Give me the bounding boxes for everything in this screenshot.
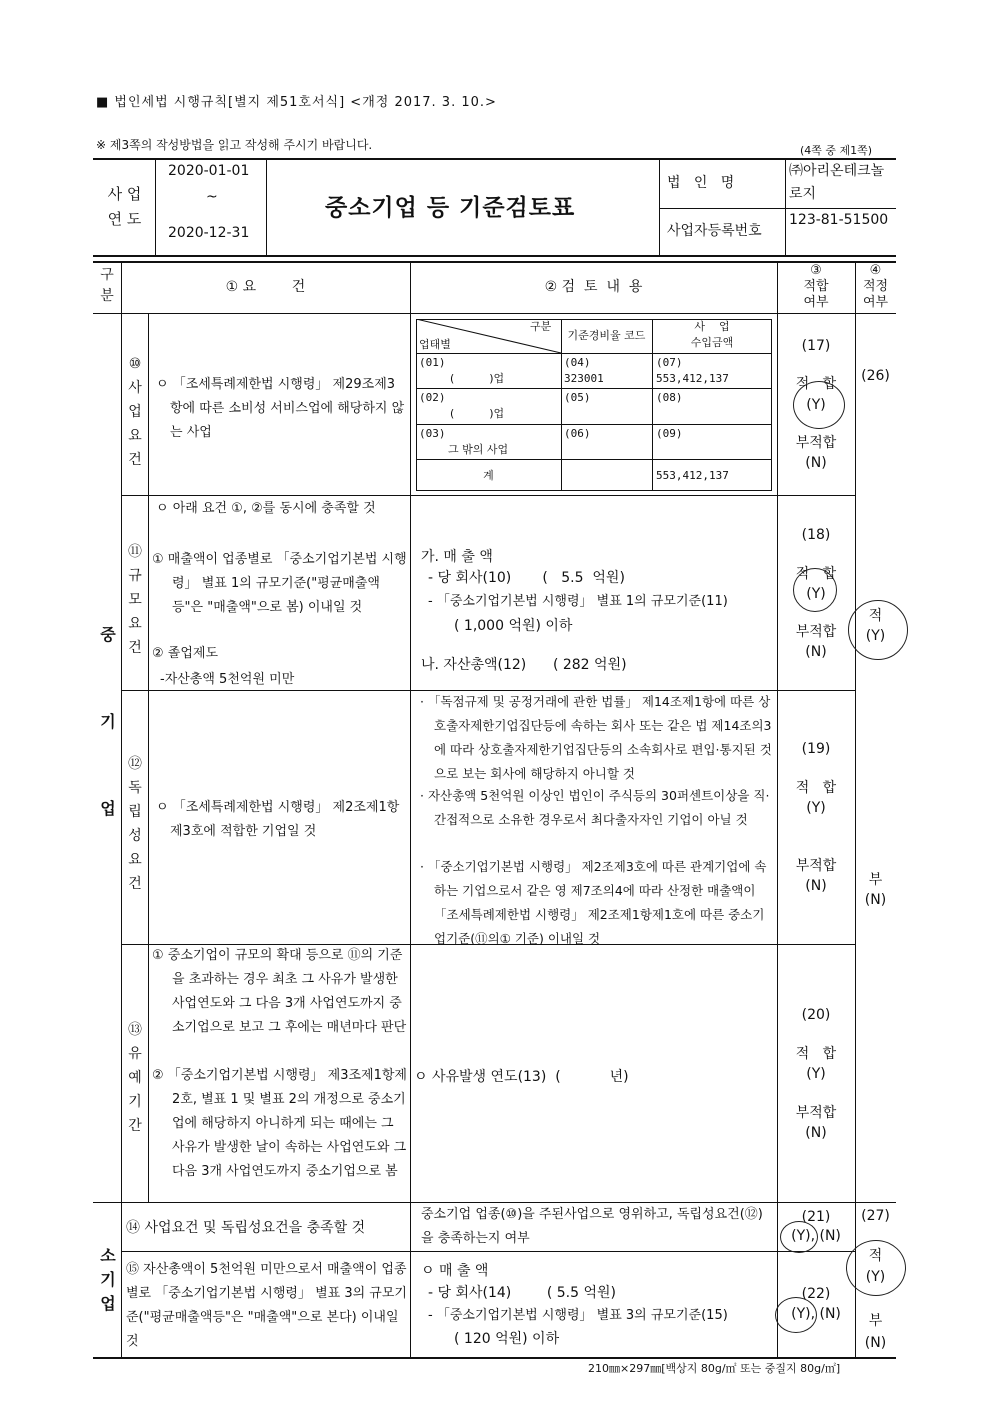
row-scale-proper-yes: 적 (868, 608, 883, 624)
row-small2-rev1: ㅇ 매 출 액 (421, 1263, 489, 1279)
row-biz-fit-no: (17) (801, 338, 831, 354)
row-biz-fit-circle (793, 381, 845, 429)
row-biz-fit-n: (N) (805, 455, 827, 471)
inner-r1-left-no: (01) (419, 356, 446, 369)
col-requirement-header: ① 요 건 (225, 279, 306, 295)
row-biz-fit-yes: 적 합 (795, 376, 837, 392)
inner-r3-left-no: (03) (419, 427, 446, 440)
row-small2-rev3: - 「중소기업기본법 시행령」 별표 3의 규모기준(15) (428, 1308, 728, 1323)
inner-corner-top: 구분 (530, 320, 552, 333)
row-small1-fit-circle (780, 1221, 818, 1253)
row-indep-proper-n: (N) (864, 892, 887, 908)
row-indep-label: ⑫ 독립성요건 (128, 756, 142, 892)
row-scale-fit-yes: 적 합 (795, 566, 837, 582)
row-scale-req2: ① 매출액이 업종별로 「중소기업기본법 시행령」 별표 1의 규모기준("평균매출액등"은 "매출액"으로 봄) 이내일 것 (152, 552, 407, 615)
row-grace-fit-n: (N) (805, 1125, 827, 1141)
row-grace-fit-y: (Y) (806, 1066, 826, 1082)
row-grace-label: ⑬ 유예기간 (128, 1022, 142, 1134)
row-grace-fit-no: (20) (801, 1007, 831, 1023)
inner-total-income: 553,412,137 (656, 469, 729, 482)
row-indep-rev3: · 「중소기업기본법 시행령」 제2조제3호에 따른 관계기업에 속하는 기업으로서 같은 영 제7조의4에 따라 산정한 매출액이 「조세특례제한법 시행령」 제2조제1항제1호에 따른 중소기업기준(⑪의① 기준) 이내일 것 (420, 859, 767, 946)
corp-name: ㈜아리온테크놀로지 (789, 163, 885, 202)
period-end: 2020-12-31 (168, 225, 250, 241)
inner-r2-code-no: (05) (564, 391, 591, 404)
row-small2-rev2: - 당 회사(14) ( 5.5 억원) (428, 1285, 617, 1301)
group-small-label: 소 기 업 (100, 1246, 116, 1313)
period-start: 2020-01-01 (168, 163, 250, 179)
row-scale-fit-no: (18) (801, 527, 831, 543)
inner-r1-income: 553,412,137 (656, 372, 729, 385)
inner-r2-left-no: (02) (419, 391, 446, 404)
inner-r1-code-no: (04) (564, 356, 591, 369)
row-biz-fit-no-label: 부적합 (795, 435, 837, 451)
instruction-note: ※ 제3쪽의 작성방법을 읽고 작성해 주시기 바랍니다. (96, 138, 373, 152)
row-scale-proper-circle (848, 600, 908, 660)
row-scale-req3: ② 졸업제도 (152, 646, 219, 661)
row-scale-fit-n: (N) (805, 644, 827, 660)
row-scale-rev3: - 「중소기업기본법 시행령」 별표 1의 규모기준(11) (428, 594, 728, 609)
group-sme-label: 중 기 업 (100, 625, 116, 818)
paper-spec-footer: 210㎜×297㎜[백상지 80g/㎡ 또는 중질지 80g/㎡] (588, 1362, 841, 1375)
row-biz-requirement: ㅇ 「조세특례제한법 시행령」 제29조제3항에 따른 소비성 서비스업에 해당하지 않는 사업 (156, 377, 405, 440)
row-small1-fit-yn: (Y), (N) (791, 1228, 841, 1244)
row-biz-proper-no: (26) (861, 368, 890, 384)
row-grace-req1: ① 중소기업이 규모의 확대 등으로 ⑪의 기준을 초과하는 경우 최초 그 사유가 발생한 사업연도와 그 다음 3개 사업연도까지 중소기업으로 보고 그 후에는 매년마다 판단 (152, 948, 407, 1035)
row-scale-rev2: - 당 회사(10) ( 5.5 억원) (428, 570, 625, 586)
inner-r3-left-text: 그 밖의 사업 (448, 443, 509, 456)
col-division-header: 구분 (100, 267, 114, 304)
inner-corner-bottom: 업태별 (419, 338, 451, 351)
row-scale-req4: -자산총액 5천억원 미만 (160, 672, 295, 687)
row-indep-fit-n: (N) (805, 878, 827, 894)
inner-col-code: 기준경비율 코드 (567, 329, 646, 342)
row-small1-proper-no: (27) (861, 1208, 890, 1224)
row-small2-proper-circle (846, 1240, 906, 1296)
row-small2-proper-no-label: 부 (868, 1313, 883, 1329)
row-small2-fit-no: (22) (801, 1286, 831, 1302)
row-indep-rev1: · 「독점규제 및 공정거래에 관한 법률」 제14조제1항에 따른 상호출자제한기업집단등에 속하는 회사 또는 같은 법 제14조의3에 따라 상호출자제한기업집단등의 소속회사로 편입·통지된 것으로 보는 회사에 해당하지 아니할 것 (420, 694, 772, 781)
row-small1-requirement: ⑭ 사업요건 및 독립성요건을 충족할 것 (126, 1220, 366, 1236)
row-indep-fit-yes: 적 합 (795, 780, 837, 796)
row-indep-fit-no-label: 부적합 (795, 858, 837, 874)
period-label: 사 업 연 도 (107, 185, 142, 228)
row-scale-rev4: ( 1,000 억원) 이하 (454, 618, 573, 634)
row-grace-fit-no-label: 부적합 (795, 1105, 837, 1121)
row-small2-rev4: ( 120 억원) 이하 (454, 1331, 560, 1347)
inner-total-label: 계 (483, 469, 494, 482)
inner-r2-income-no: (08) (656, 391, 683, 404)
row-small2-proper-yes: 적 (868, 1248, 883, 1264)
row-indep-requirement: ㅇ 「조세특례제한법 시행령」 제2조제1항제3호에 적합한 기업일 것 (156, 800, 400, 839)
form-reference: ■ 법인세법 시행규칙[별지 제51호서식] <개정 2017. 3. 10.> (96, 95, 497, 110)
inner-r3-income-no: (09) (656, 427, 683, 440)
row-scale-req1: ㅇ 아래 요건 ①, ②를 동시에 충족할 것 (156, 501, 376, 516)
biz-no: 123-81-51500 (789, 212, 889, 228)
row-scale-fit-no-label: 부적합 (795, 624, 837, 640)
inner-r1-left-text: ( )업 (450, 372, 505, 385)
col-proper-header: ④ 적정 여부 (862, 263, 889, 310)
page-indicator: (4쪽 중 제1쪽) (800, 144, 873, 157)
row-grace-fit-yes: 적 합 (795, 1046, 837, 1062)
inner-r3-code-no: (06) (564, 427, 591, 440)
row-indep-fit-no: (19) (801, 741, 831, 757)
row-small2-fit-yn: (Y), (N) (791, 1306, 841, 1322)
row-scale-proper-y: (Y) (865, 628, 886, 644)
row-small2-proper-y: (Y) (865, 1269, 886, 1285)
row-grace-req2: ② 「중소기업기본법 시행령」 제3조제1항제2호, 별표 1 및 별표 2의 개정으로 중소기업에 해당하지 아니하게 되는 때에는 그 사유가 발생한 날이 속하는 사업연도와 그 다음 3개 사업연도까지 중소기업으로 봄 (152, 1068, 407, 1179)
row-small1-review: 중소기업 업종(⑩)을 주된사업으로 영위하고, 독립성요건(⑫)을 충족하는지 여부 (421, 1207, 763, 1246)
row-small2-requirement: ⑮ 자산총액이 5천억원 미만으로서 매출액이 업종별로 「중소기업기본법 시행령」 별표 3의 규모기준("평균매출액등"은 "매출액"으로 본다) 이내일 것 (126, 1262, 407, 1349)
row-indep-proper-no-label: 부 (868, 872, 883, 888)
inner-col-income: 사 업 수입금액 (690, 320, 734, 349)
row-scale-fit-y: (Y) (806, 586, 826, 602)
col-review-header: ② 검 토 내 용 (544, 279, 643, 295)
row-biz-label: ⑩ 사업요건 (128, 356, 142, 468)
corp-name-label: 법 인 명 (667, 175, 735, 191)
row-scale-rev1: 가. 매 출 액 (421, 549, 493, 565)
col-fit-header: ③ 적합 여부 (803, 263, 829, 310)
page-title: 중소기업 등 기준검토표 (325, 195, 576, 221)
row-small2-fit-circle (775, 1297, 817, 1333)
row-indep-rev2: · 자산총액 5천억원 이상인 법인이 주식등의 30퍼센트이상을 직·간접적으로 소유한 경우로서 최다출자자인 기업이 아닐 것 (420, 788, 770, 827)
biz-no-label: 사업자등록번호 (667, 223, 762, 239)
row-biz-fit-y: (Y) (806, 397, 826, 413)
row-indep-fit-y: (Y) (806, 800, 826, 816)
inner-r2-left-text: ( )업 (450, 407, 505, 420)
period-tilde: ~ (206, 189, 218, 205)
row-scale-fit-circle (793, 568, 837, 612)
row-small1-fit-no: (21) (801, 1209, 831, 1225)
row-small2-proper-n: (N) (864, 1335, 887, 1351)
row-grace-review: ㅇ 사유발생 연도(13) ( 년) (414, 1069, 629, 1085)
row-scale-label: ⑪ 규모요건 (128, 544, 142, 656)
row-scale-rev5: 나. 자산총액(12) ( 282 억원) (421, 657, 627, 673)
inner-r1-income-no: (07) (656, 356, 683, 369)
inner-r1-code: 323001 (564, 372, 604, 385)
